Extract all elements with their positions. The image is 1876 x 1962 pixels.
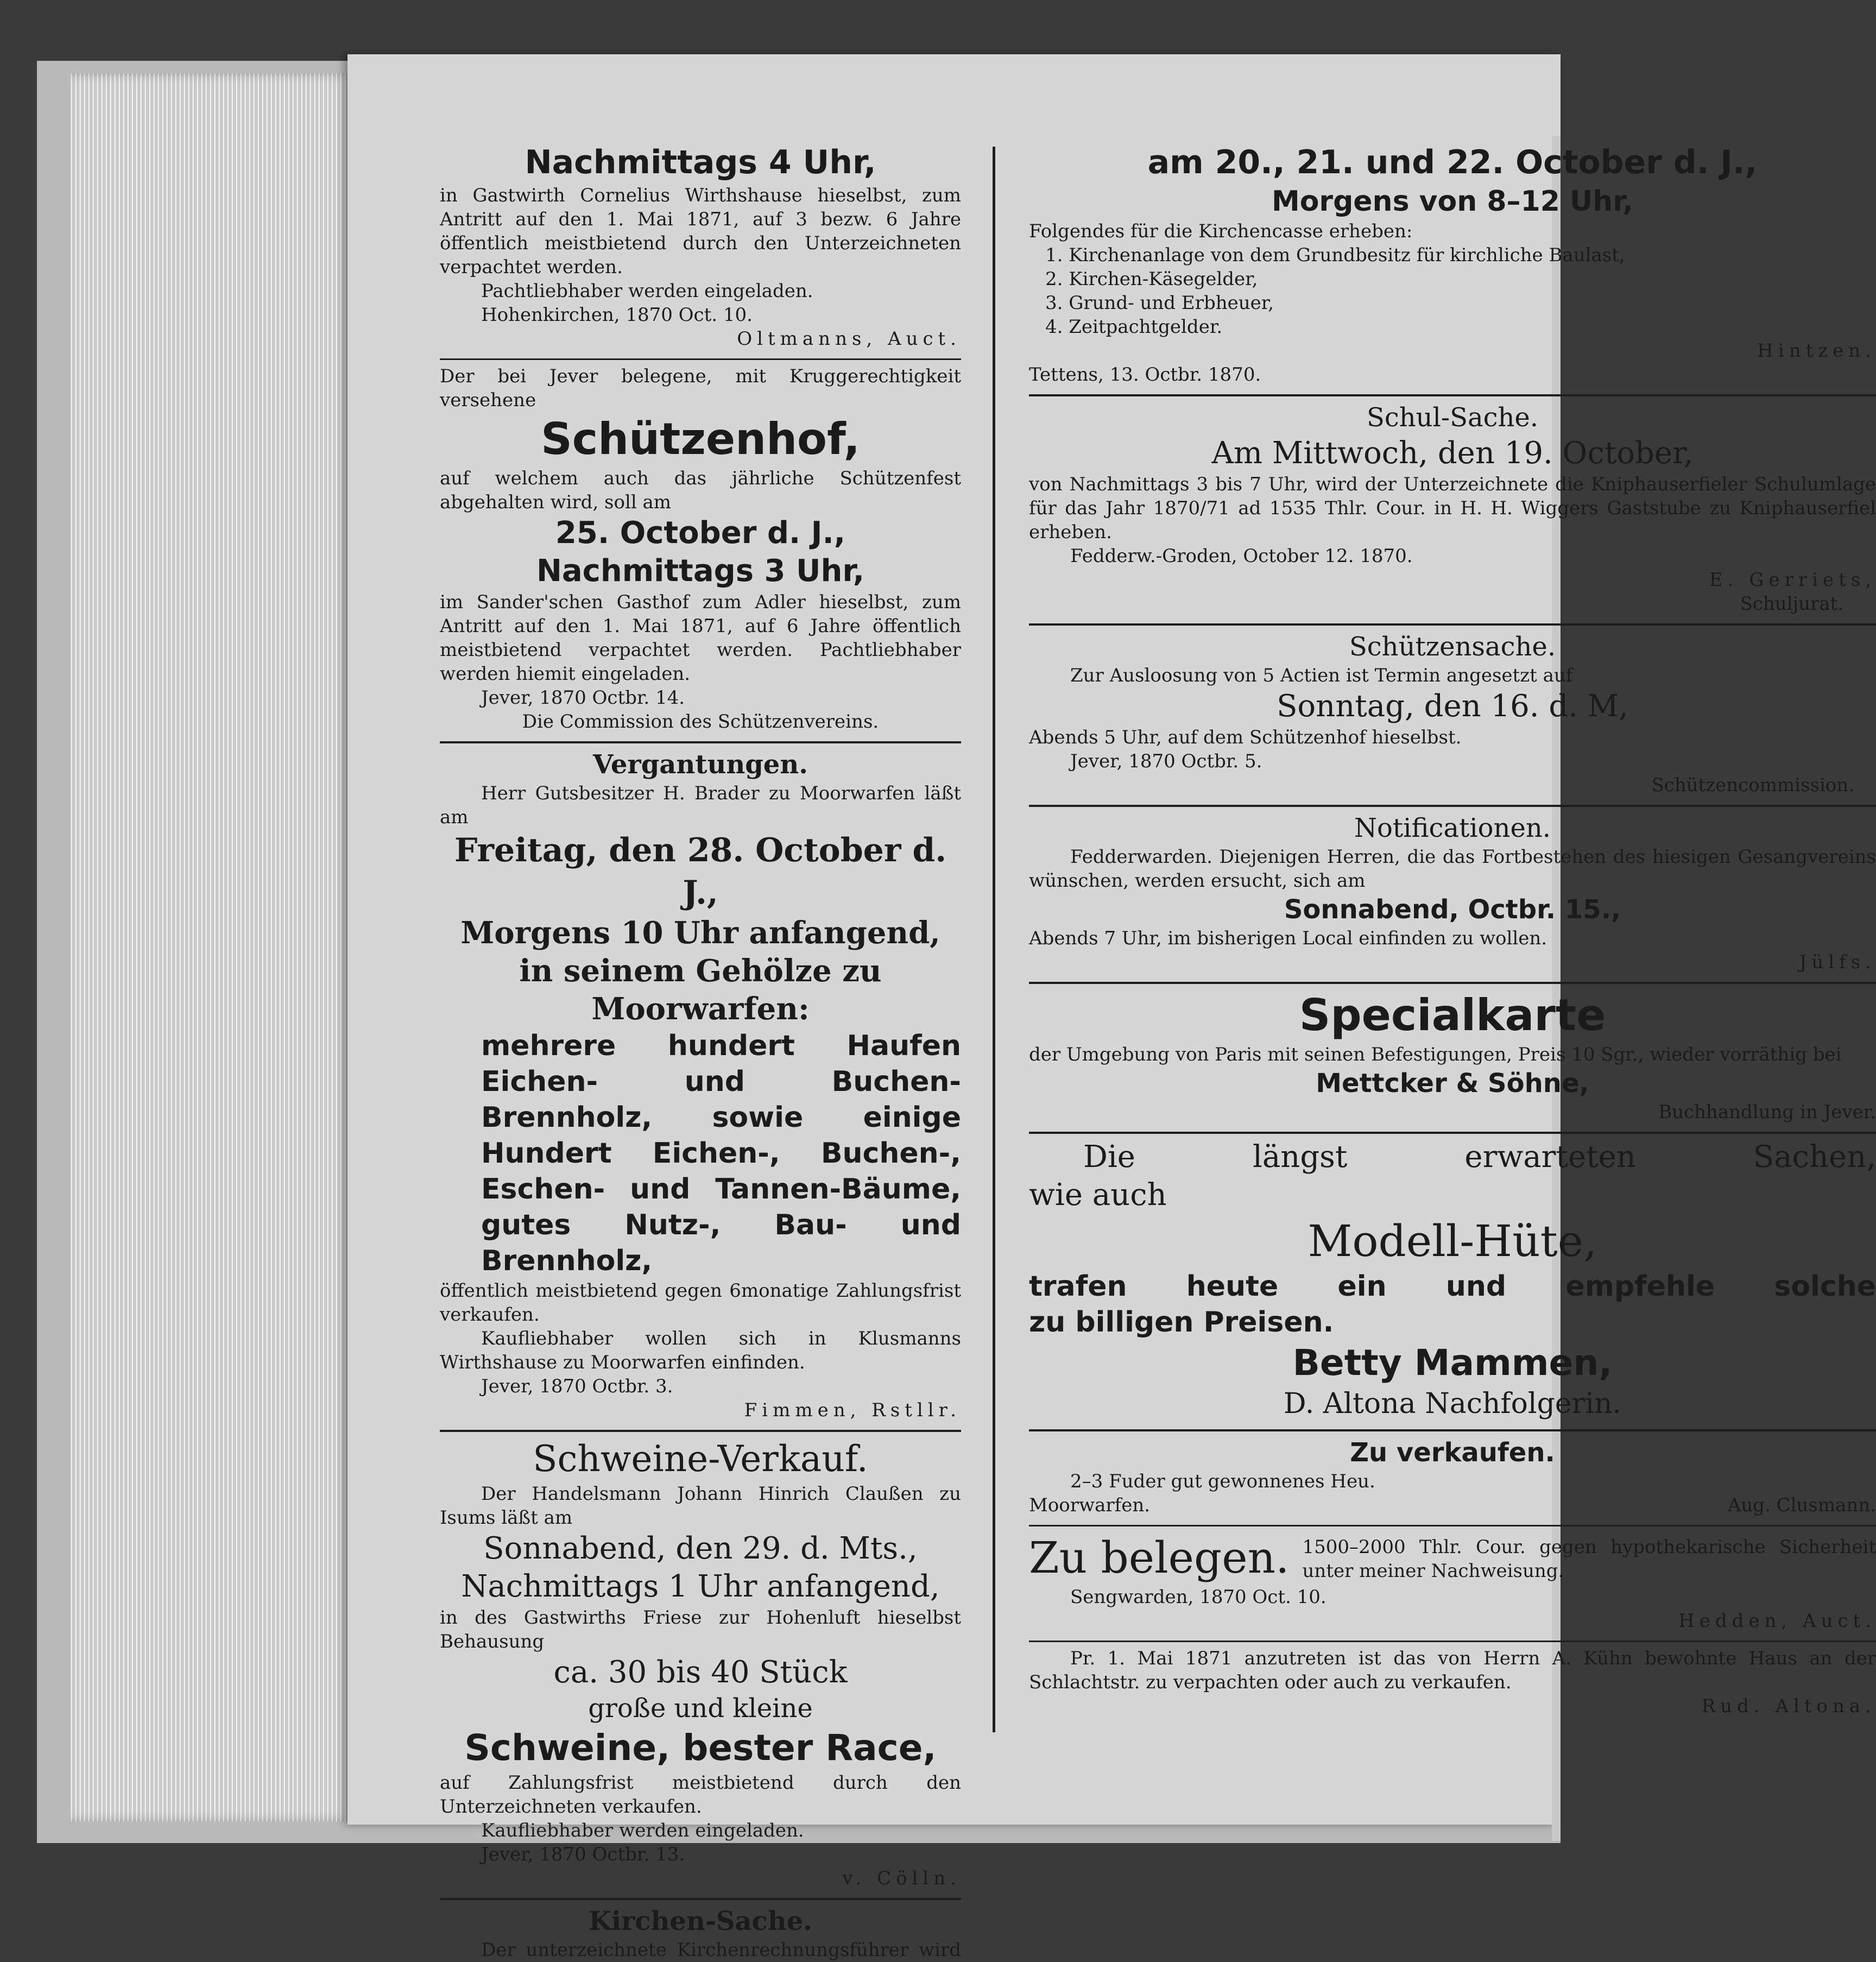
ad-zu-verkaufen [1029, 1436, 1876, 1517]
ad-notificationen [1029, 811, 1876, 974]
separator-rule [1029, 982, 1876, 984]
ad-signature-role: Schuljurat. [1740, 593, 1843, 615]
ad-text: im Sander'schen Gasthof zum Adler hieselbst, zum Antritt auf den 1. Mai 1871, auf 6 Jahre öffentlich meistbietend verpachtet werden. Pachtliebhaber werden hiemit eingeladen. [440, 591, 961, 685]
ad-kirchen-sache [440, 1904, 961, 1962]
ad-line: trafen heute ein und empfehle solche [1029, 1270, 1876, 1303]
ad-item: 2. Kirchen-Käsegelder, [1045, 268, 1258, 290]
ad-count-line: ca. 30 bis 40 Stück [553, 1655, 848, 1690]
ad-signature: Aug. Clusmann. [1727, 1494, 1876, 1516]
separator-rule [1029, 1525, 1876, 1526]
ad-category: Schul-Sache. [1366, 402, 1539, 433]
ad-signature: E. Gerriets, [1709, 569, 1876, 591]
ad-schul-sache [1029, 401, 1876, 616]
separator-rule [440, 1898, 961, 1900]
ad-category: Zu verkaufen. [1350, 1437, 1555, 1468]
ad-category: Notificationen. [1354, 813, 1551, 843]
ad-date-line: Sonnabend, den 29. d. Mts., [483, 1531, 918, 1566]
ad-kirchencasse [1029, 141, 1876, 387]
ad-place-line: in seinem Gehölze zu Moorwarfen: [519, 953, 882, 1027]
ad-text: auf welchem auch das jährliche Schützenfest abgehalten wird, soll am [440, 468, 961, 513]
ad-name: Betty Mammen, [1292, 1342, 1613, 1384]
ad-invite: Pachtliebhaber werden eingeladen. [481, 280, 813, 302]
separator-rule [440, 1430, 961, 1432]
ad-goods: mehrere hundert Haufen Eichen- und Buchen-Brennholz, sowie einige Hundert Eichen-, Buchen-, Eschen- und Tannen-Bäume, gutes Nutz-, Bau- und Brennholz, [481, 1030, 961, 1277]
ad-intro: Der bei Jever belegene, mit Kruggerechtigkeit versehene [440, 365, 961, 411]
ad-place-date: Jever, 1870 Octbr. 5. [1070, 750, 1262, 772]
ad-text: Abends 5 Uhr, auf dem Schützenhof hieselbst. [1029, 727, 1462, 748]
ad-place: Moorwarfen. [1029, 1494, 1151, 1516]
ad-line: zu billigen Preisen. [1029, 1306, 1334, 1339]
ad-text: 1500–2000 Thlr. Cour. gegen hypothekarische Sicherheit unter meiner Nachweisung. [1302, 1536, 1876, 1582]
separator-rule [1029, 1641, 1876, 1642]
ad-pacht-cornelius [440, 141, 961, 351]
ad-time-line: Morgens von 8–12 Uhr, [1271, 185, 1634, 218]
ad-heading-row [1029, 1531, 1876, 1585]
ad-schuetzensache [1029, 630, 1876, 797]
separator-rule [1029, 805, 1876, 807]
ad-zu-belegen [1029, 1531, 1876, 1633]
ad-text: der Umgebung von Paris mit seinen Befestigungen, Preis 10 Sgr., wieder vorräthig bei [1029, 1044, 1842, 1065]
ad-place-date: Jever, 1870 Octbr. 14. [481, 687, 685, 709]
ad-text: Pr. 1. Mai 1871 anzutreten ist das von Herrn A. Kühn bewohnte Haus an der Schlachtstr. zu verpachten oder auch zu verkaufen. [1029, 1648, 1876, 1693]
page-edges [71, 73, 353, 1822]
separator-rule [440, 741, 961, 743]
ad-place-date: Jever, 1870 Octbr. 3. [481, 1376, 673, 1397]
ad-line: Die längst erwarteten Sachen, [1083, 1139, 1876, 1175]
ad-signature: Fimmen, Rstllr. [744, 1399, 961, 1421]
ad-firm: Mettcker & Söhne, [1316, 1068, 1589, 1099]
ad-time-line: Nachmittags 3 Uhr, [536, 553, 864, 589]
ad-date-line: Am Mittwoch, den 19. October, [1211, 436, 1694, 471]
ad-heading: Modell-Hüte, [1307, 1216, 1597, 1266]
ad-signature: Die Commission des Schützenvereins. [522, 711, 879, 733]
ad-heading: Specialkarte [1299, 990, 1606, 1040]
ad-place-date: Fedderw.-Groden, October 12. 1870. [1070, 545, 1413, 567]
ad-invite: Kaufliebhaber wollen sich in Klusmanns Wirthshause zu Moorwarfen einfinden. [440, 1328, 961, 1373]
ad-text: Der unterzeichnete Kirchenrechnungsführer wird [481, 1939, 961, 1961]
ad-intro: Herr Gutsbesitzer H. Brader zu Moorwarfen läßt am [440, 783, 961, 828]
ad-signature: v. Cölln. [842, 1868, 961, 1889]
ad-text: von Nachmittags 3 bis 7 Uhr, wird der Unterzeichnete die Kniphauserfieler Schulumlage für das Jahr 1870/71 ad 1535 Thlr. Cour. in H. H. Wiggers Gaststube zu Kniphauserfiel erheben. [1029, 474, 1876, 543]
ad-heading: Nachmittags 4 Uhr, [525, 143, 876, 181]
ad-date-line: 25. October d. J., [555, 515, 846, 551]
ad-item: 4. Zeitpachtgelder. [1045, 316, 1223, 338]
ad-footer-row [1029, 1493, 1876, 1517]
ad-schuetzenhof [440, 364, 961, 734]
ad-category: Schützensache. [1349, 632, 1556, 662]
separator-rule [1029, 1429, 1876, 1431]
ad-time-line: Morgens 10 Uhr anfangend, [460, 915, 940, 951]
ad-intro: Folgendes für die Kirchencasse erheben: [1029, 220, 1413, 242]
ad-place-date: Sengwarden, 1870 Oct. 10. [1070, 1586, 1327, 1608]
ad-vergantungen [440, 748, 961, 1422]
separator-rule [1029, 394, 1876, 396]
ad-item: 3. Grund- und Erbheuer, [1045, 292, 1274, 314]
ad-date-line: Sonnabend, Octbr. 15., [1284, 894, 1621, 925]
ad-size-line: große und kleine [588, 1693, 813, 1724]
ad-signature: Rud. Altona. [1701, 1695, 1876, 1717]
separator-rule [440, 358, 961, 360]
ad-invite: Kaufliebhaber werden eingeladen. [481, 1820, 804, 1841]
ad-specialkarte [1029, 988, 1876, 1124]
ad-text: Fedderwarden. Diejenigen Herren, die das Fortbestehen des hiesigen Gesangvereins wünschen, werden ersucht, sich am [1029, 846, 1876, 892]
ad-date-line: Sonntag, den 16. d. M, [1277, 689, 1628, 724]
ad-category: Schweine-Verkauf. [533, 1438, 868, 1480]
ad-signature: Hedden, Auct. [1678, 1610, 1876, 1632]
ad-signature: Jülfs. [1799, 951, 1876, 973]
ad-signature: Schützencommission. [1651, 774, 1854, 796]
ad-date-line: Freitag, den 28. October d. J., [454, 831, 947, 912]
separator-rule [1029, 623, 1876, 626]
ad-intro: Der Handelsmann Johann Hinrich Claußen zu Isums läßt am [440, 1483, 961, 1529]
ad-schweine-verkauf [440, 1436, 961, 1890]
ad-place-date: Jever, 1870 Octbr. 13. [481, 1844, 685, 1865]
ad-category: Kirchen-Sache. [589, 1906, 812, 1936]
ad-heading: Zu belegen. [1029, 1532, 1290, 1583]
ad-firm-place: Buchhandlung in Jever. [1658, 1101, 1876, 1123]
ad-modell-huete [1029, 1138, 1876, 1422]
ad-heading: Schützenhof, [541, 414, 860, 464]
ad-text: Zur Ausloosung von 5 Actien ist Termin angesetzt auf [1070, 665, 1573, 686]
ad-date-line: am 20., 21. und 22. October d. J., [1147, 143, 1758, 181]
ad-signature: Oltmanns, Auct. [737, 328, 961, 350]
ad-time-line: Nachmittags 1 Uhr anfangend, [461, 1569, 940, 1604]
ad-place-date: Hohenkirchen, 1870 Oct. 10. [481, 304, 753, 326]
ad-place-date: Tettens, 13. Octbr. 1870. [1029, 364, 1261, 386]
newspaper-page [348, 54, 1876, 1961]
ad-successor: D. Altona Nachfolgerin. [1283, 1387, 1622, 1420]
ad-text: öffentlich meistbietend gegen 6monatige Zahlungsfrist verkaufen. [440, 1280, 961, 1326]
ad-text: Abends 7 Uhr, im bisherigen Local einfinden zu wollen. [1029, 928, 1547, 949]
ad-category: Vergantungen. [593, 749, 808, 780]
ad-line: wie auch [1029, 1177, 1167, 1213]
right-column [1029, 141, 1876, 1718]
ad-haus-verpachten [1029, 1646, 1876, 1718]
ad-item: 1. Kirchenanlage von dem Grundbesitz für kirchliche Baulast, [1045, 244, 1625, 266]
ad-text: in Gastwirth Cornelius Wirthshause hieselbst, zum Antritt auf den 1. Mai 1871, auf 3 bezw. 6 Jahre öffentlich meistbietend durch den Unterzeichneten verpachtet werden. [440, 185, 961, 278]
left-column [440, 141, 961, 1962]
ad-text: auf Zahlungsfrist meistbietend durch den Unterzeichneten verkaufen. [440, 1772, 961, 1818]
column-divider [993, 147, 995, 1732]
ad-text: 2–3 Fuder gut gewonnenes Heu. [1070, 1471, 1375, 1492]
separator-rule [1029, 1132, 1876, 1134]
ad-goods-line: Schweine, bester Race, [464, 1727, 937, 1769]
ad-signature: Hintzen. [1757, 340, 1876, 362]
ad-text: in des Gastwirths Friese zur Hohenluft hieselbst Behausung [440, 1607, 961, 1652]
